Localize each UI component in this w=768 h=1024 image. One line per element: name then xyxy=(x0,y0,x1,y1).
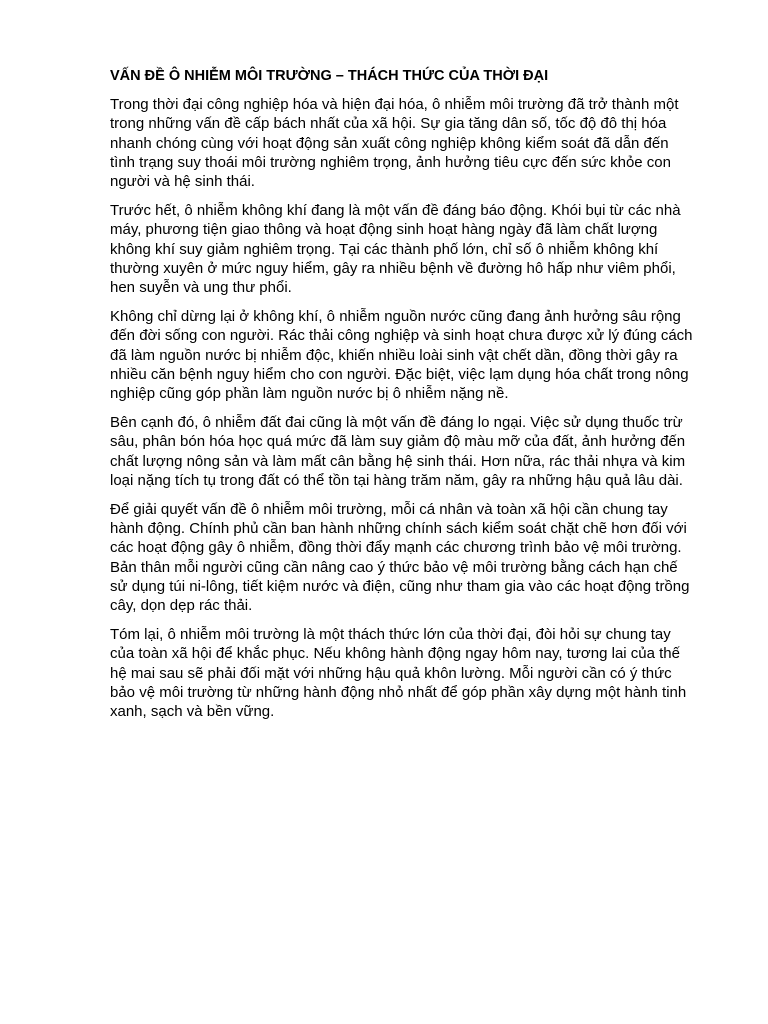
paragraph-air-pollution: Trước hết, ô nhiễm không khí đang là một vấn đề đáng báo động. Khói bụi từ các nhà máy, phương tiện giao thông và hoạt động sinh hoạt hàng ngày đã làm chất lượng không khí suy giảm nghiêm trọng. Tại các thành phố lớn, chỉ số ô nhiễm không khí thường xuyên ở mức nguy hiểm, gây ra nhiều bệnh về đường hô hấp như viêm phổi, hen suyễn và ung thư phổi. xyxy=(110,201,681,297)
paragraph-introduction: Trong thời đại công nghiệp hóa và hiện đại hóa, ô nhiễm môi trường đã trở thành một trong những vấn đề cấp bách nhất của xã hội. Sự gia tăng dân số, tốc độ đô thị hóa nhanh chóng cùng với hoạt động sản xuất công nghiệp không kiểm soát đã dẫn đến tình trạng suy thoái môi trường nghiêm trọng, ảnh hưởng tiêu cực đến sức khỏe con người và hệ sinh thái. xyxy=(110,96,679,191)
document-title: VẤN ĐỀ Ô NHIỄM MÔI TRƯỜNG – THÁCH THỨC CỦA THỜI ĐẠI xyxy=(110,68,549,84)
paragraph-conclusion: Tóm lại, ô nhiễm môi trường là một thách thức lớn của thời đại, đòi hỏi sự chung tay của toàn xã hội để khắc phục. Nếu không hành động ngay hôm nay, tương lai của thế hệ mai sau sẽ phải đối mặt với những hậu quả khôn lường. Mỗi người cần có ý thức bảo vệ môi trường từ những hành động nhỏ nhất để góp phần xây dựng một hành tinh xanh, sạch và bền vững. xyxy=(110,625,687,721)
paragraph-solutions: Để giải quyết vấn đề ô nhiễm môi trường, mỗi cá nhân và toàn xã hội cần chung tay hành động. Chính phủ cần ban hành những chính sách kiểm soát chặt chẽ hơn đối với các hoạt động gây ô nhiễm, đồng thời đẩy mạnh các chương trình bảo vệ môi trường. Bản thân mỗi người cũng cần nâng cao ý thức bảo vệ môi trường bằng cách hạn chế sử dụng túi ni-lông, tiết kiệm nước và điện, cũng như tham gia vào các hoạt động trồng cây, dọn dẹp rác thải. xyxy=(110,500,690,615)
paragraph-soil-pollution: Bên cạnh đó, ô nhiễm đất đai cũng là một vấn đề đáng lo ngại. Việc sử dụng thuốc trừ sâu, phân bón hóa học quá mức đã làm suy giảm độ màu mỡ của đất, ảnh hưởng đến chất lượng nông sản và làm mất cân bằng hệ sinh thái. Hơn nữa, rác thải nhựa và kim loại nặng tích tụ trong đất có thể tồn tại hàng trăm năm, gây ra những hậu quả lâu dài. xyxy=(110,413,686,489)
document-page xyxy=(110,66,696,731)
paragraph-water-pollution: Không chỉ dừng lại ở không khí, ô nhiễm nguồn nước cũng đang ảnh hưởng sâu rộng đến đời sống con người. Rác thải công nghiệp và sinh hoạt chưa được xử lý đúng cách đã làm nguồn nước bị nhiễm độc, khiến nhiều loài sinh vật chết dần, đồng thời gây ra nhiều căn bệnh nguy hiểm cho con người. Đặc biệt, việc lạm dụng hóa chất trong nông nghiệp cũng góp phần làm nguồn nước bị ô nhiễm nặng nề. xyxy=(110,307,693,403)
